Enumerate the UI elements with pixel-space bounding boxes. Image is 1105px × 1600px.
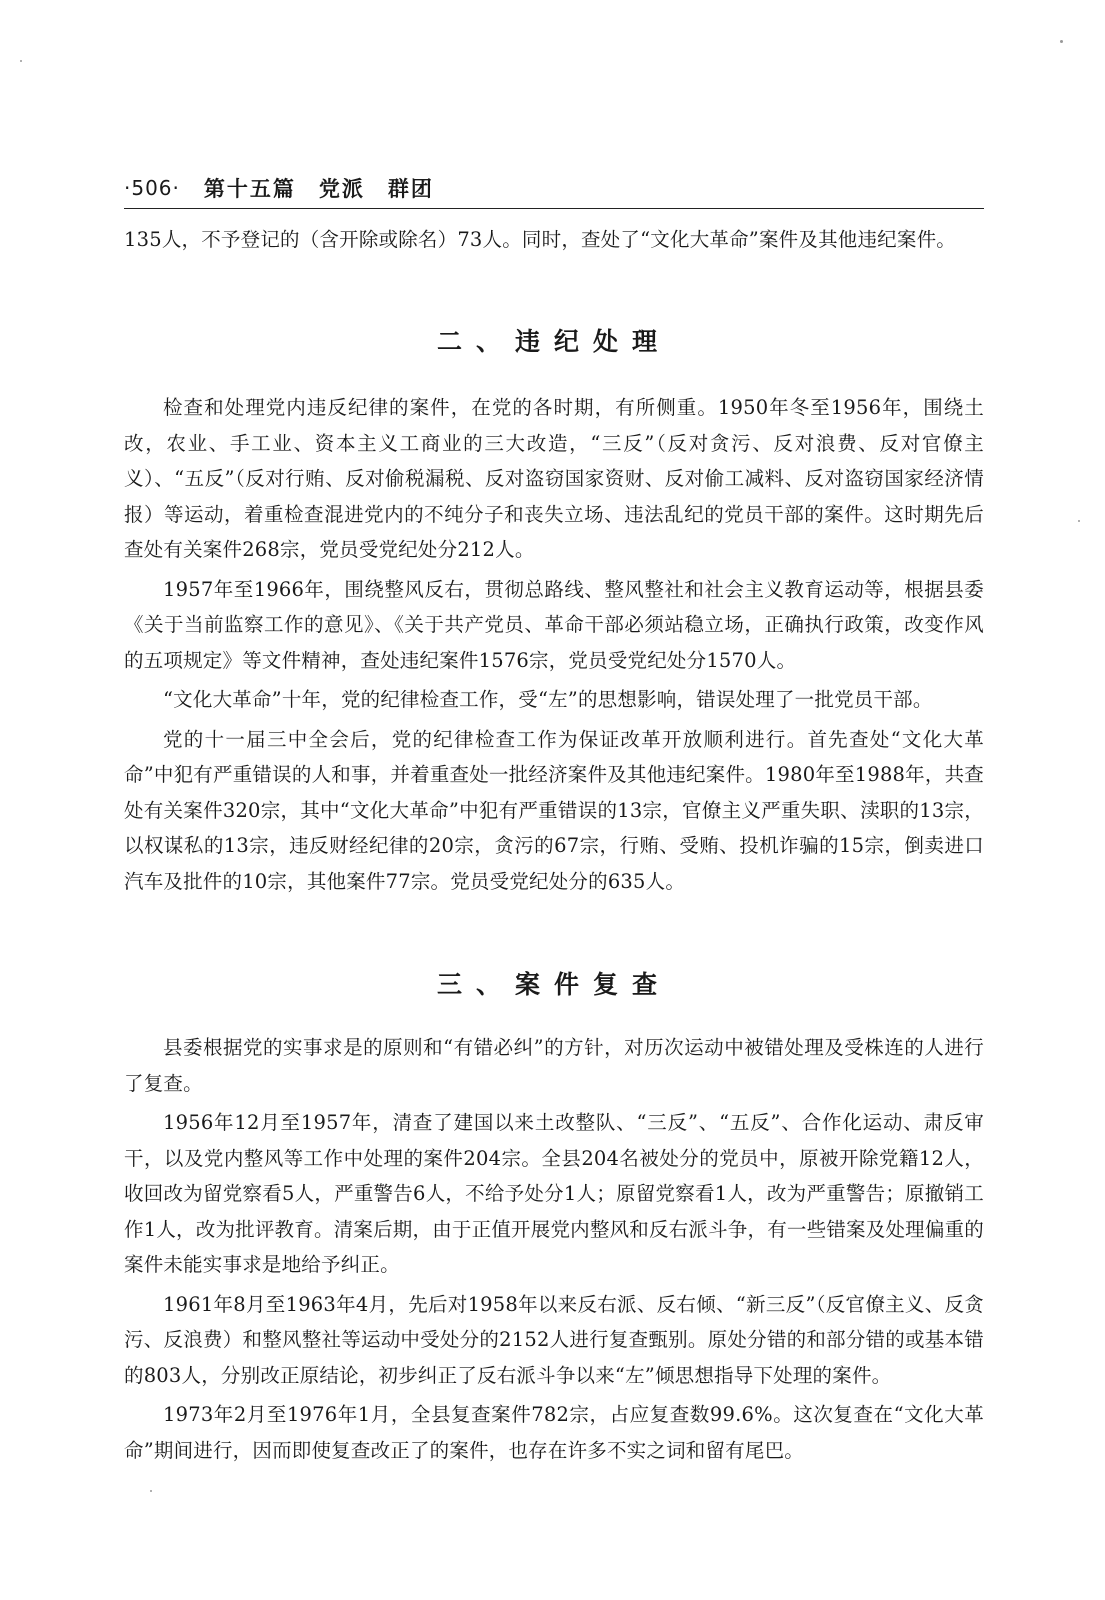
page-number: ·506· xyxy=(124,176,180,200)
scan-speck xyxy=(1060,40,1063,43)
section-two-title: 二、违纪处理 xyxy=(436,327,671,356)
paragraph: “文化大革命”十年，党的纪律检查工作，受“左”的思想影响，错误处理了一批党员干部。 xyxy=(163,688,933,711)
paragraph: 党的十一届三中全会后，党的纪律检查工作为保证改革开放顺利进行。首先查处“文化大革命”中犯有严重错误的人和事，并着重查处一批经济案件及其他违纪案件。1980年至1988年，共查处有关案件320宗，其中“文化大革命”中犯有严重错误的13宗，官僚主义严重失职、渎职的13宗，以权谋私的13宗，违反财经纪律的20宗，贪污的67宗，行贿、受贿、投机诈骗的15宗，倒卖进口汽车及批件的10宗，其他案件77宗。党员受党纪处分的635人。 xyxy=(124,727,984,893)
scan-speck xyxy=(150,1490,152,1492)
paragraph: 1961年8月至1963年4月，先后对1958年以来反右派、反右倾、“新三反”（反官僚主义、反贪污、反浪费）和整风整社等运动中受处分的2152人进行复查甄别。原处分错的和部分错的或基本错的803人，分别改正原结论，初步纠正了反右派斗争以来“左”倾思想指导下处理的案件。 xyxy=(124,1292,984,1387)
running-header xyxy=(124,168,984,209)
paragraph: 1973年2月至1976年1月，全县复查案件782宗，占应复查数99.6%。这次复查在“文化大革命”期间进行，因而即使复查改正了的案件，也存在许多不实之词和留有尾巴。 xyxy=(124,1403,984,1462)
section-three-body xyxy=(124,1030,984,1472)
paragraph: 县委根据党的实事求是的原则和“有错必纠”的方针，对历次运动中被错处理及受株连的人进行了复查。 xyxy=(124,1036,984,1095)
intro-paragraph: 135人，不予登记的（含开除或除名）73人。同时，查处了“文化大革命”案件及其他违纪案件。 xyxy=(124,228,956,251)
paragraph: 检查和处理党内违反纪律的案件，在党的各时期，有所侧重。1950年冬至1956年，围绕土改，农业、手工业、资本主义工商业的三大改造，“三反”（反对贪污、反对浪费、反对官僚主义）、“五反”（反对行贿、反对偷税漏税、反对盗窃国家资财、反对偷工减料、反对盗窃国家经济情报）等运动，着重检查混进党内的不纯分子和丧失立场、违法乱纪的党员干部的案件。这时期先后查处有关案件268宗，党员受党纪处分212人。 xyxy=(124,396,984,561)
paragraph: 1957年至1966年，围绕整风反右，贯彻总路线、整风整社和社会主义教育运动等，根据县委《关于当前监察工作的意见》、《关于共产党员、革命干部必须站稳立场，正确执行政策，改变作风的五项规定》等文件精神，查处违纪案件1576宗，党员受党纪处分1570人。 xyxy=(124,577,984,672)
scan-speck xyxy=(1078,520,1080,522)
intro-text xyxy=(124,222,984,262)
paragraph: 1956年12月至1957年，清查了建国以来土改整队、“三反”、“五反”、合作化运动、肃反审干，以及党内整风等工作中处理的案件204宗。全县204名被处分的党员中，原被开除党籍12人，收回改为留党察看5人，严重警告6人，不给予处分1人；原留党察看1人，改为严重警告；原撤销工作1人，改为批评教育。清案后期，由于正值开展党内整风和反右派斗争，有一些错案及处理偏重的案件未能实事求是地给予纠正。 xyxy=(124,1111,984,1276)
chapter-title: 第十五篇 党派 群团 xyxy=(203,177,434,201)
section-three-title: 三、案件复查 xyxy=(436,970,671,999)
section-two-body xyxy=(124,390,984,903)
scan-speck xyxy=(20,60,22,62)
